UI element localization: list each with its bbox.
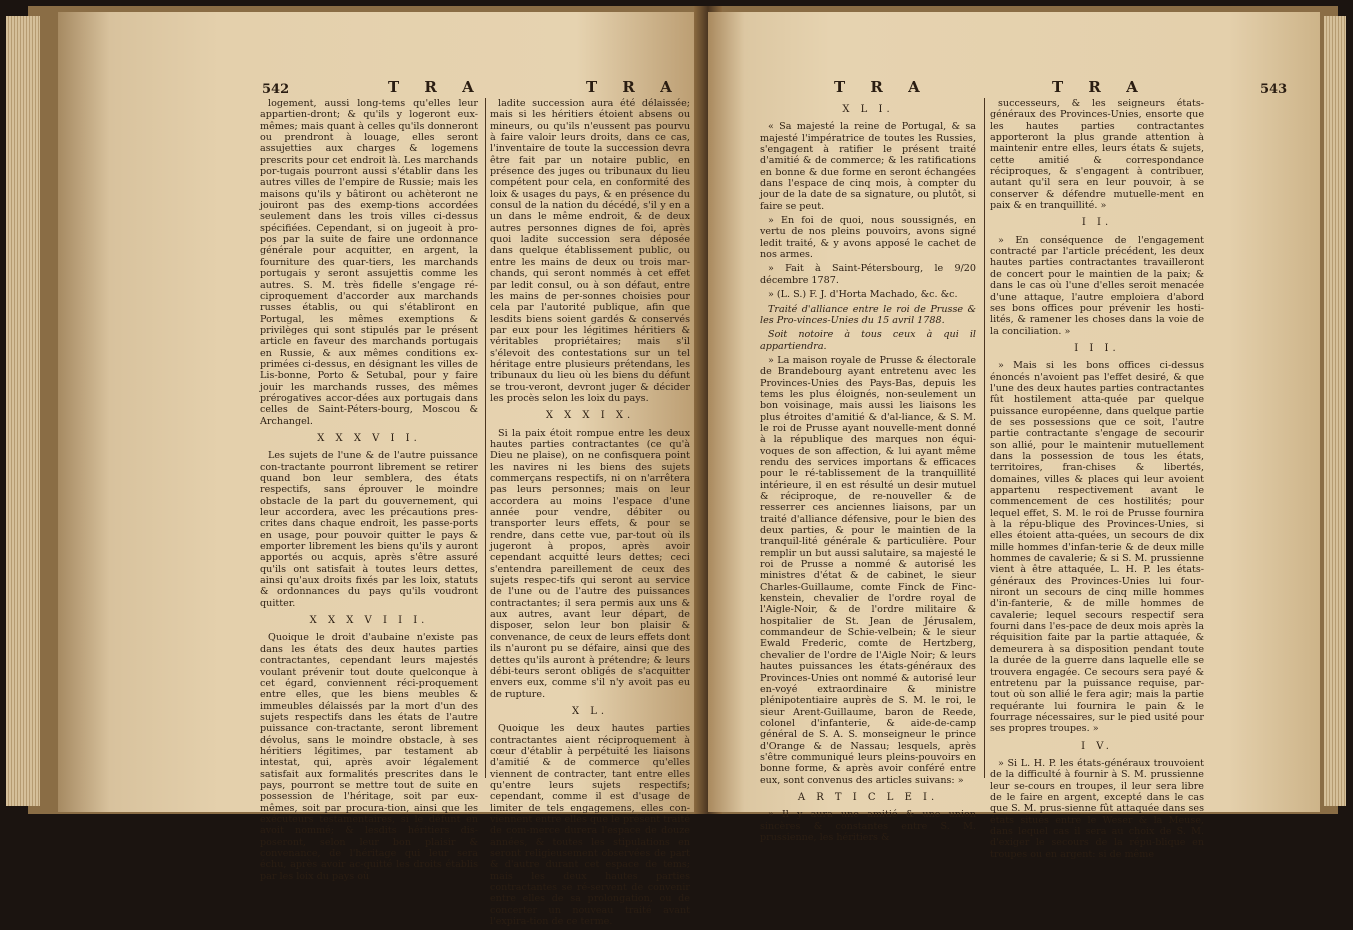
right-page-column-2 xyxy=(990,98,1204,863)
left-page-column-1 xyxy=(260,98,478,885)
running-header-left-col1: T R A xyxy=(388,78,484,96)
section-heading: X L I. xyxy=(842,104,894,115)
section-heading: A R T I C L E I. xyxy=(797,791,939,803)
section-heading: I I I. xyxy=(1074,342,1120,354)
paragraph: » Fait à Saint-Pétersbourg, le 9/20 décembre 1787. xyxy=(760,263,976,286)
paragraph: » (L. S.) F. J. d'Horta Machado, &c. &c. xyxy=(768,289,958,301)
paragraph: « Sa majesté la reine de Portugal, & sa majesté l'impératrice de toutes les Russies, s'engagent à ratifier le présent traité d'amitié & de commerce; & les ratifications en bonne & due forme en seront échangées dans l'espace de cinq mois, à compter du jour de la date de sa signature, ou plutôt, si faire se peut. xyxy=(760,121,976,212)
notice-line: Soit notoire à tous ceux à qui il appartiendra. xyxy=(760,329,976,352)
paragraph: Les sujets de l'une & de l'autre puissance con-tractante pourront librement se retirer quand bon leur semblera, des états respectifs, sans éprouver le moindre obstacle de la part du gouvernement, qui leur accordera, avec les précautions pres-crites dans chaque endroit, les passe-ports en usage, pour pouvoir quitter le pays & emporter librement les biens qu'ils y auront apportés ou acquis, après s'être assuré qu'ils ont satisfait à toutes leurs dettes, ainsi qu'aux droits fixés par les loix, statuts & ordonnances du pays qu'ils voudront quitter. xyxy=(260,450,478,609)
book-spread xyxy=(28,6,1338,928)
left-page xyxy=(58,12,706,928)
paragraph: » Mais si les bons offices ci-dessus énoncés n'avoient pas l'effet desiré, & que l'une des deux hautes parties contractantes fût hostilement atta-quée par quelque puissance européenne, dans quelque partie de ses possessions que ce soit, l'autre partie contractante s'engage de secourir son allié, pour le maintenir mutuellement dans la possession de tous les états, territoires, fran-chises & libertés, domaines, villes & places qui leur avoient appartenu respectivement avant le commencement de ces hostilités; pour lequel effet, S. M. le roi de Prusse fournira à la répu-blique des Provinces-Unies, si elles étoient atta-quées, un secours de dix mille hommes d'infan-terie & de deux mille hommes de cavalerie; & si S. M. prussienne vient à être attaquée, L. H. P. les états-généraux des Provinces-Unies lui four-niront un secours de cinq mille hommes d'in-fanterie, & de mille hommes de cavalerie; lequel secours respectif sera fourni dans l'es-pace de deux mois après la réquisition faite par la partie attaquée, & demeurera à sa disposition pendant toute la durée de la guerre dans laquelle elle se trouvera engagée. Ce secours sera payé & entretenu par la puissance requise, par-tout où son allié le fera agir; mais la partie requérante lui fournira le pain & le fourrage nécessaires, sur le pied usité pour ses propres troupes. » xyxy=(990,360,1204,735)
paragraph: Quoique le droit d'aubaine n'existe pas dans les états des deux hautes parties contractantes, cependant leurs majestés voulant prévenir tout doute quelconque à cet égard, conviennent réci-proquement entre elles, que les biens meubles & immeubles délaissés par la mort d'un des sujets respectifs dans les états de l'autre puissance con-tractante, seront librement dévolus, sans le moindre obstacle, à ses héritiers légitimes, par testament ab intestat, qui, après avoir légalement satisfait aux formalités prescrites dans le pays, pourront se mettre tout de suite en possession de l'héritage, soit par eux-mêmes, soit par procura-tion, ainsi que les exécuteurs testamentaires, si le défunt en avoit nommé; & lesdits héritiers dis-poseront, selon leur bon plaisir & convenance, de l'héritage qui leur sera échu, après avoir ac-quitté les droits établis par les loix du pays où xyxy=(260,632,478,882)
paragraph: logement, aussi long-tems qu'elles leur appartien-dront; & qu'ils y logeront eux-mêmes; mais quant à celles qu'ils donneront ou prendront à louage, elles seront assujetties aux charges & logemens prescrits pour cet endroit là. Les marchands por-tugais pourront aussi s'établir dans les autres villes de l'empire de Russie; mais les maisons qu'ils y bâtiront ou achèteront ne jouiront pas des exemp-tions accordées seulement dans les trois villes ci-dessus spécifiées. Cependant, si on jugeoit à pro-pos par la suite de faire une ordonnance générale pour acquitter, en argent, la fourniture des quar-tiers, les marchands portugais y seront assujettis comme les autres. S. M. très fidelle s'engage ré-ciproquement d'accorder aux marchands russes établis, ou qui s'établiront en Portugal, les mêmes exemptions & privilèges qui sont stipulés par le présent article en faveur des marchands portugais en Russie, & aux mêmes conditions ex-primées ci-dessus, en désignant les villes de Lis-bonne, Porto & Setubal, pour y faire jouir les marchands russes, des mêmes prérogatives accor-dées aux portugais dans celles de Saint-Péters-bourg, Moscou & Archangel. xyxy=(260,98,478,427)
paragraph: ladite succession aura été délaissée; mais si les héritiers étoient absens ou mineurs, ou qu'ils n'eussent pas pourvu à faire valoir leurs droits, dans ce cas, l'inventaire de toute la succession devra être fait par un notaire public, en présence des juges ou tribunaux du lieu compétent pour cela, en conformité des loix & usages du pays, & en présence du consul de la nation du décédé, s'il y en a un dans le même endroit, & de deux autres personnes dignes de foi, après quoi ladite succession sera déposée dans quelque établissement public, ou entre les mains de deux ou trois mar-chands, qui seront nommés à cet effet par ledit consul, ou à son défaut, entre les mains de per-sonnes choisies pour cela par l'autorité publique, afin que lesdits biens soient gardés & conservés par eux pour les légitimes héritiers & véritables propriétaires; mais s'il s'élevoit des contestations sur un tel héritage entre plusieurs prétendans, les tribunaux du lieu où les biens du défunt se trou-veront, devront juger & décider les procès selon les loix du pays. xyxy=(490,98,690,404)
paragraph: successeurs, & les seigneurs états-généraux des Provinces-Unies, ensorte que les hautes parties contractantes apporteront la plus grande attention à maintenir entre elles, leurs états & sujets, cette amitié & correspondance réciproques, & s'engagent à contribuer, autant qu'il sera en leur pouvoir, à se conserver & défendre mutuelle-ment en paix & en tranquillité. » xyxy=(990,98,1204,212)
column-rule-left xyxy=(485,98,486,778)
right-page-column-1 xyxy=(760,98,976,846)
section-heading: X L. xyxy=(571,705,609,717)
section-heading: X X X I X. xyxy=(545,410,635,422)
section-heading: X X X V I I I. xyxy=(309,615,429,627)
page-number-left: 542 xyxy=(262,82,290,97)
running-header-left-col2: T R A xyxy=(586,78,682,96)
left-page-column-2 xyxy=(490,98,690,930)
right-page xyxy=(708,12,1320,860)
left-page-edges xyxy=(6,16,40,806)
section-heading: I V. xyxy=(1081,740,1113,752)
running-header-right-col2: T R A xyxy=(1052,78,1148,96)
paragraph: Si la paix étoit rompue entre les deux hautes parties contractantes (ce qu'à Dieu ne plaise), on ne confisquera point les navires ni les biens des sujets commerçans respectifs, ni on n'arrêtera pas leurs personnes; mais on leur accordera au moins l'espace d'une année pour vendre, débiter ou transporter leurs effets, & pour se rendre, dans cette vue, par-tout où ils jugeront à propos, après avoir cependant acquitté leurs dettes; ceci s'entendra pareillement de ceux des sujets respec-tifs qui seront au service de l'une ou de l'autre des puissances contractantes; il sera permis aux uns & aux autres, avant leur départ, de disposer, selon leur bon plaisir & convenance, de ceux de leurs effets dont ils n'auront pu se défaire, ainsi que des dettes qu'ils auront à prétendre; & leurs débi-teurs seront obligés de s'acquitter envers eux, comme s'il n'y avoit pas eu de rupture. xyxy=(490,427,690,700)
paragraph: » En conséquence de l'engagement contracté par l'article précédent, les deux hautes parties contractantes travailleront de concert pour le maintien de la paix; & dans le cas où l'une d'elles seroit menacée d'une attaque, l'autre emploiera d'abord ses bons offices pour prévenir les hosti-lités, & ramener les choses dans la voie de la conciliation. » xyxy=(990,234,1204,337)
right-page-edges xyxy=(1324,16,1346,806)
paragraph: » La maison royale de Prusse & électorale de Brandebourg ayant entretenu avec les Provinces-Unies des Pays-Bas, depuis les tems les plus éloignés, non-seulement un bon voisinage, mais aussi les liaisons les plus étroites d'amitié & d'al-liance, & S. M. le roi de Prusse ayant nouvelle-ment donné à la république des marques non équi-voques de son affection, & lui ayant même rendu des services importans & efficaces pour le ré-tablissement de la tranquillité intérieure, il en est résulté un desir mutuel & réciproque, de re-nouveller & de resserrer ces anciennes liaisons, par un traité d'alliance défensive, pour le bien des deux parties, & pour le maintien de la tranquil-lité générale & particulière. Pour remplir un but aussi salutaire, sa majesté le roi de Prusse a nommé & autorisé les ministres d'état & de cabinet, le sieur Charles-Guillaume, comte Finck de Finc-kenstein, chevalier de l'ordre royal de l'Aigle-Noir, & de l'ordre militaire & hospitalier de St. Jean de Jérusalem, commandeur de Schie-velbein; & le sieur Ewald Frederic, comte de Hertzberg, chevalier de l'ordre de l'Aigle Noir; & leurs hautes puissances les états-généraux des Provinces-Unies ont nommé & autorisé leur en-voyé extraordinaire & ministre plénipotentiaire auprès de S. M. le roi, le sieur Arent-Guillaume, baron de Reede, colonel d'infanterie, & aide-de-camp général de S. A. S. monseigneur le prince d'Orange & de Nassau; lesquels, après s'être communiqué leurs pleins-pouvoirs en bonne forme, & après avoir conféré entre eux, sont convenus des articles suivans: » xyxy=(760,354,976,786)
paragraph: » En foi de quoi, nous soussignés, en vertu de nos pleins pouvoirs, avons signé ledit traité, & y avons apposé le cachet de nos armes. xyxy=(760,215,976,261)
section-heading: X X X V I I. xyxy=(317,432,421,444)
paragraph: Quoique les deux hautes parties contractantes aient réciproquement à cœur d'établir à perpétuité les liaisons d'amitié & de commerce qu'elles viennent de contracter, tant entre elles qu'entre leurs sujets respectifs; cependant, comme il est d'usage de limiter de tels engagemens, elles con-viennent entre elles que le présent traité de com-merce durera l'espace de douze années, & toutes les stipulations en seront religieusement observées de part & d'autre durant cet espace de tems; mais les deux hautes parties contractantes se ré-servent de convenir entre elles de sa prolongation, ou de concerter un nouveau traité avant l'expira-tion de ce terme. xyxy=(490,723,690,928)
paragraph: » Il y aura une amitié & une union sincères & constantes entre S. M. prussienne, les héritiers & xyxy=(760,809,976,843)
running-header-right-col1: T R A xyxy=(834,78,930,96)
section-heading: I I. xyxy=(1081,217,1113,229)
column-rule-right xyxy=(984,98,985,778)
paragraph: » Si L. H. P. les états-généraux trouvoient de la difficulté à fournir à S. M. prussienne leur se-cours en troupes, il leur sera libre de le faire en argent, excepté dans le cas que S. M. prus-sienne fût attaquée dans ses états situés entre le Weser & la Meuse, dans lequel cas il sera au choix de S. M. d'exiger le secours de la répu-blique en troupes ou en argent: si de même xyxy=(990,757,1204,860)
page-number-right: 543 xyxy=(1260,82,1288,97)
treaty-title: Traité d'alliance entre le roi de Prusse & les Pro-vinces-Unies du 15 avril 1788. xyxy=(760,303,976,326)
